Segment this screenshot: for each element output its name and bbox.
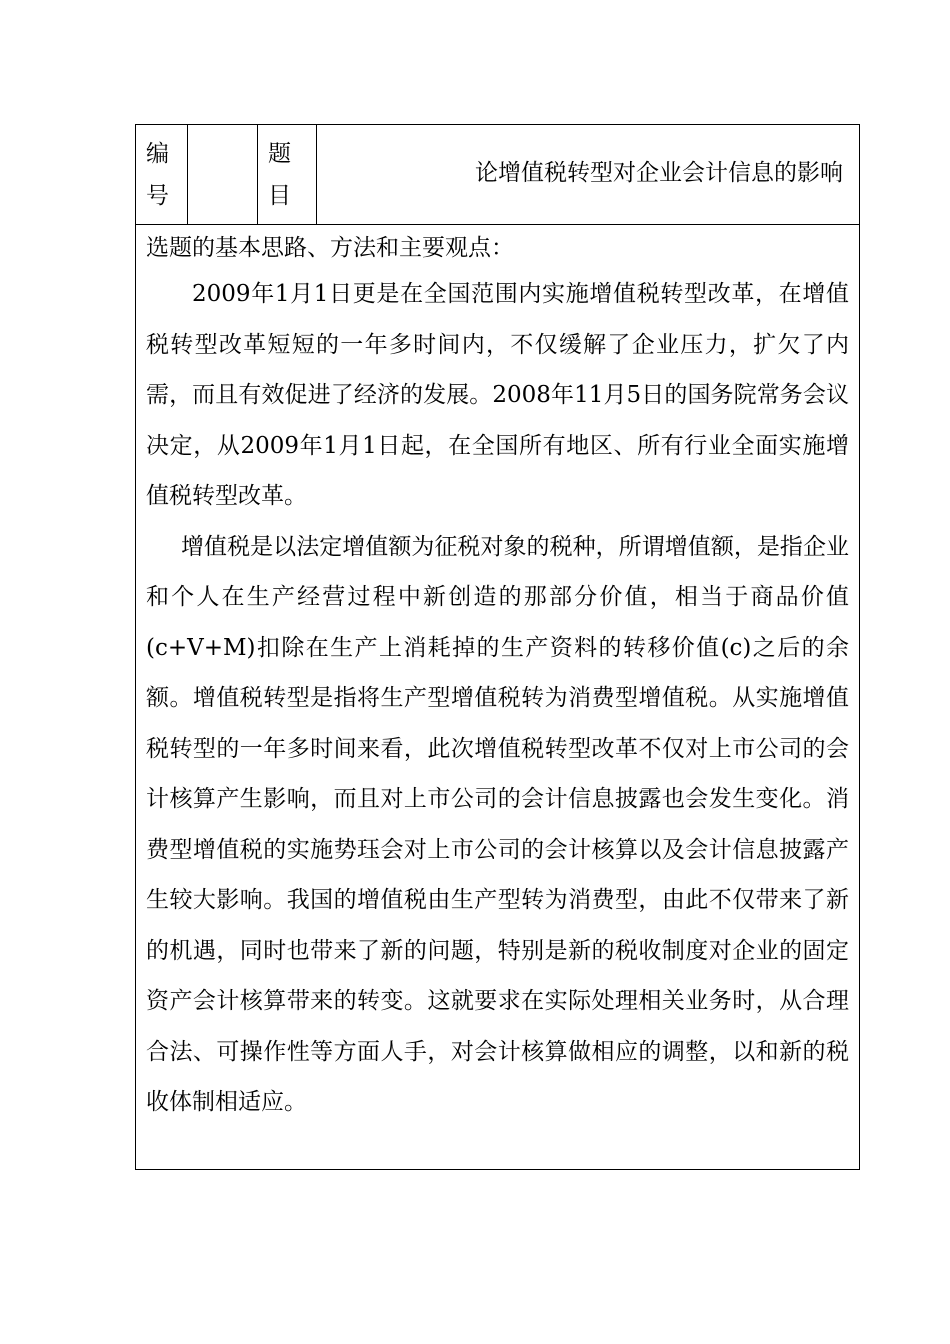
section-heading: 选题的基本思路、方法和主要观点：: [146, 235, 514, 261]
paragraph: 2009年1月1日更是在全国范围内实施增值税转型改革，在增值税转型改革短短的一年多时间内，不仅缓解了企业压力，扩欠了内需，而且有效促进了经济的发展。2008年11月5日的国务院常务会议决定，从2009年1月1日起，在全国所有地区、所有行业全面实施增值税转型改革。: [146, 281, 849, 509]
title-label-cell: [258, 125, 317, 224]
thesis-title: 论增值税转型对企业会计信息的影响: [475, 160, 843, 186]
content-cell: [146, 231, 849, 1128]
title-value-cell: [317, 125, 859, 224]
paragraph: 增值税是以法定增值额为征税对象的税种，所谓增值额，是指企业和个人在生产经营过程中新创造的那部分价值，相当于商品价值(c+V+M)扣除在生产上消耗掉的生产资料的转移价值(c)之后的余额。增值税转型是指将生产型增值税转为消费型增值税。从实施增值税转型的一年多时间来看，此次增值税转型改革不仅对上市公司的会计核算产生影响，而且对上市公司的会计信息披露也会发生变化。消费型增值税的实施势珏会对上市公司的会计核算以及会计信息披露产生较大影响。我国的增值税由生产型转为消费型，由此不仅带来了新的机遇，同时也带来了新的问题，特别是新的税收制度对企业的固定资产会计核算带来的转变。这就要求在实际处理相关业务时，从合理合法、可操作性等方面人手，对会计核算做相应的调整，以和新的税收体制相适应。: [146, 533, 849, 1115]
number-label-cell: [136, 125, 188, 224]
proposal-form-table: [135, 124, 860, 1170]
number-label: 编 号: [146, 141, 169, 209]
header-row: [136, 125, 859, 225]
title-label: 题 目: [268, 141, 291, 209]
number-value-cell: [188, 125, 258, 224]
